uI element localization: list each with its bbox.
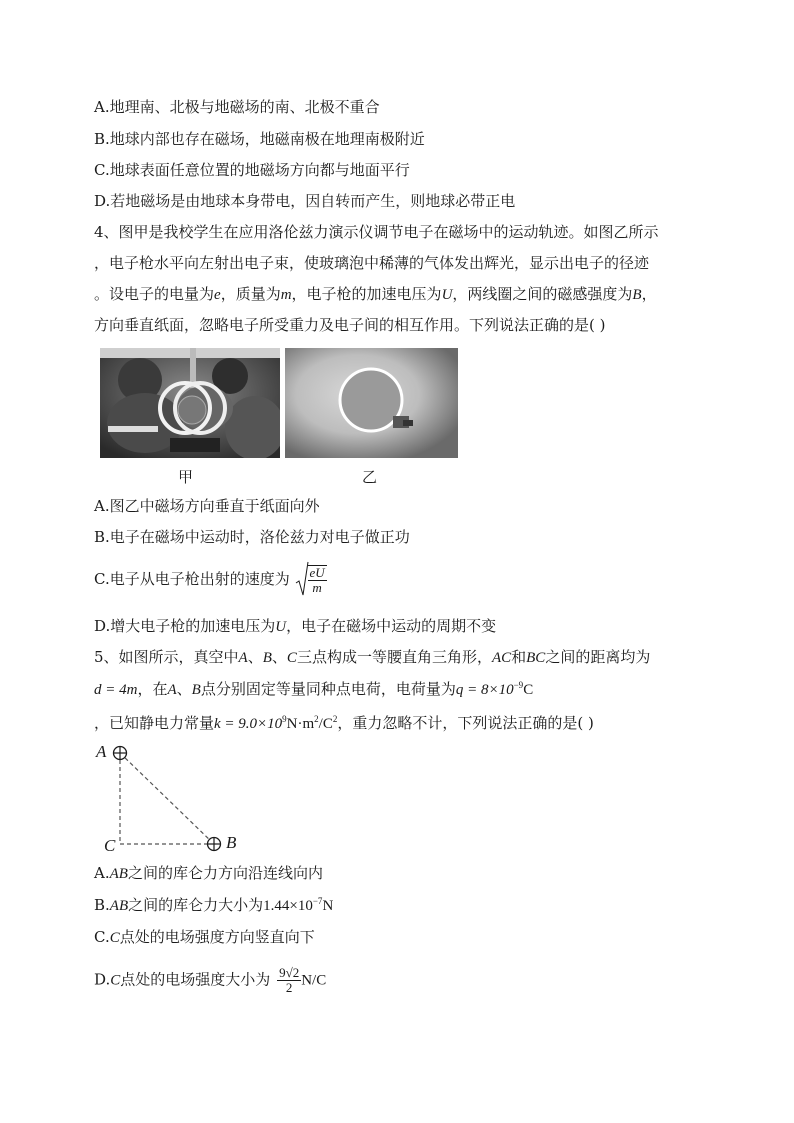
q4-option-c: C.电子从电子枪出射的速度为 $\frac{eU}{m}$ [94,565,327,595]
charge-a-icon [114,747,127,760]
photo-students-demonstrator [100,348,280,458]
label-a: A [96,742,107,761]
q4-stem-line3: 。设电子的电量为e，质量为m，电子枪的加速电压为U，两线圈之间的磁感强度为B， [94,285,657,303]
fraction-9root2-over-2: $\frac{9√2}{2}$ [279,965,300,995]
sqrt-expression: $\frac{eU}{m}$ [295,565,327,595]
q5-option-d: D.C点处的电场强度大小为 $\frac{9√2}{2}$ N/C [94,965,327,995]
photo-electron-orbit [285,348,458,458]
q4-option-b: B.电子在磁场中运动时，洛伦兹力对电子做正功 [94,528,410,546]
q4-option-a: A.图乙中磁场方向垂直于纸面向外 [94,497,320,515]
q3-option-a: A.地理南、北极与地磁场的南、北极不重合 [94,98,380,116]
caption-yi: 乙 [362,468,378,486]
label-b: B [226,833,237,852]
q4-stem-line4: 方向垂直纸面，忽略电子所受重力及电子间的相互作用。下列说法正确的是( ) [94,316,606,334]
q5-option-c: C.C点处的电场强度方向竖直向下 [94,928,315,946]
caption-jia: 甲 [178,468,194,486]
q5-option-b: B.AB之间的库仑力大小为$1.44\times 10^{-7}N$ [94,896,334,914]
q3-option-c: C.地球表面任意位置的地磁场方向都与地面平行 [94,161,410,179]
q5-stem-line3: ，已知静电力常量$k = 9.0\times 10^9N\cdot m^2/C^2$，重力忽略不计，下列说法正确的是( ) [94,714,594,732]
figure-triangle [90,738,250,858]
sqrt-sign-icon [295,561,309,599]
label-c: C [104,836,116,855]
charge-b-icon [208,838,221,851]
q4-stem-line1: 4、图甲是我校学生在应用洛伦兹力演示仪调节电子在磁场中的运动轨迹。如图乙所示 [94,223,659,241]
q3-option-d: D.若地磁场是由地球本身带电，因自转而产生，则地球必带正电 [94,192,516,210]
q4-option-d: D.增大电子枪的加速电压为U，电子在磁场中运动的周期不变 [94,617,497,635]
q5-option-a: A.AB之间的库仑力方向沿连线向内 [94,864,323,882]
q4-stem-line2: ，电子枪水平向左射出电子束，使玻璃泡中稀薄的气体发出辉光，显示出电子的径迹 [94,254,650,272]
q5-stem-line1: 5、如图所示，真空中A、B、C三点构成一等腰直角三角形，AC和BC之间的距离均为 [94,648,651,666]
q5-stem-line2: d = 4m，在A、B点分别固定等量同种点电荷，电荷量为$q = 8\times 10^{-9}C$ [94,680,534,698]
q3-option-b: B.地球内部也存在磁场，地磁南极在地理南极附近 [94,130,425,148]
